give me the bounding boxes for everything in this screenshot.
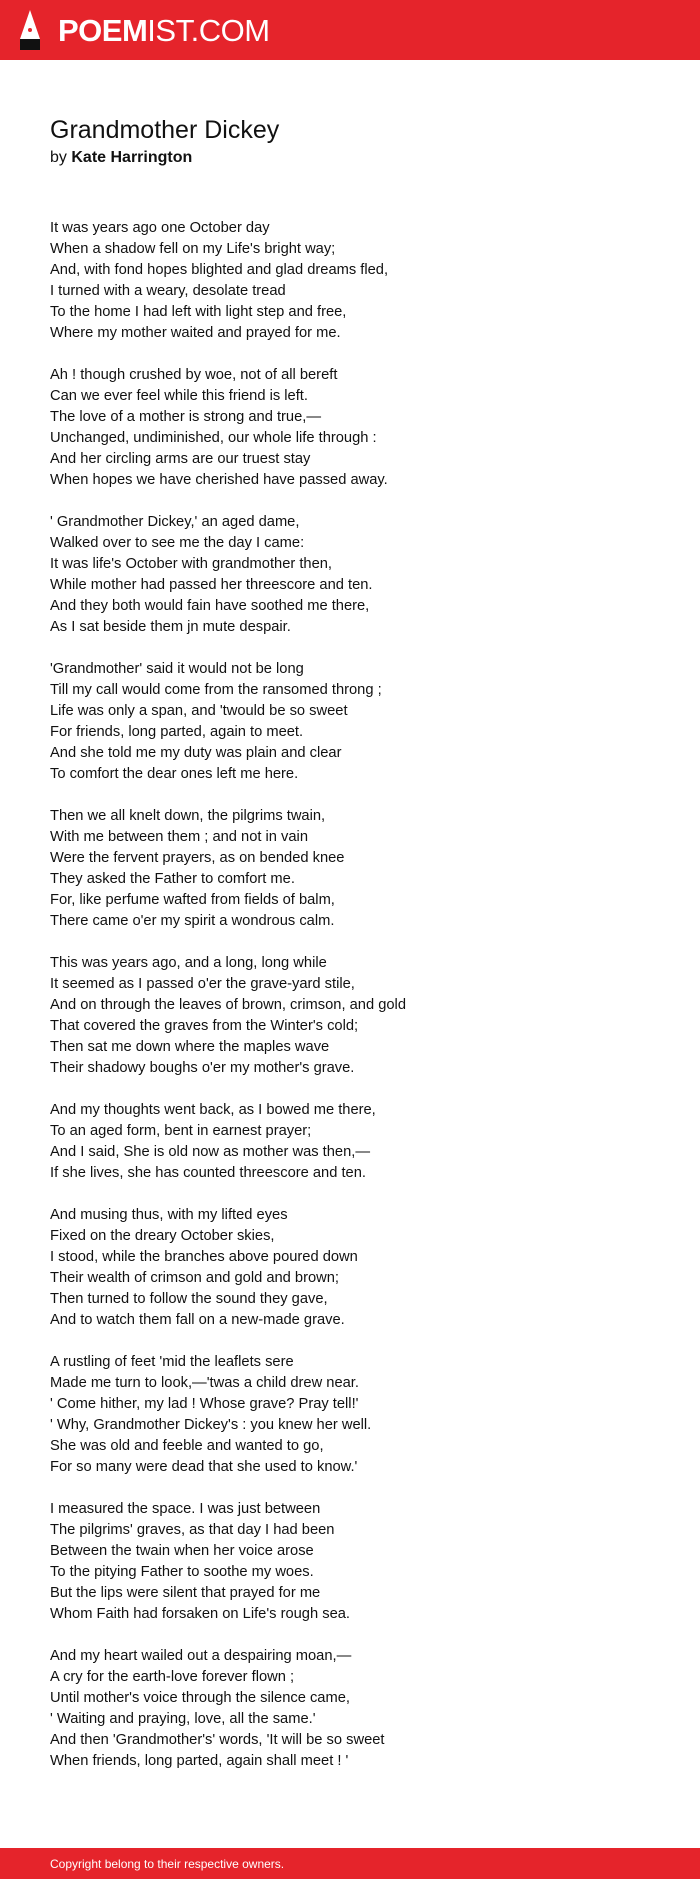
poem-line: To the home I had left with light step and free,	[50, 304, 347, 320]
poem-line: The pilgrims' graves, as that day I had been	[50, 1522, 335, 1538]
poem-line: But the lips were silent that prayed for me	[50, 1585, 321, 1601]
poem-line: And then 'Grandmother's' words, 'It will be so sweet	[50, 1732, 385, 1748]
poem-line: ' Why, Grandmother Dickey's : you knew her well.	[50, 1417, 372, 1433]
poem-line: And my thoughts went back, as I bowed me there,	[50, 1102, 376, 1118]
poem-line: And to watch them fall on a new-made grave.	[50, 1312, 345, 1328]
poem-line: They asked the Father to comfort me.	[50, 871, 295, 887]
poem-line: It was life's October with grandmother then,	[50, 556, 332, 572]
poem-line: To comfort the dear ones left me here.	[50, 766, 299, 782]
poem-line: There came o'er my spirit a wondrous calm.	[50, 913, 335, 929]
poem-line: And, with fond hopes blighted and glad dreams fled,	[50, 262, 389, 278]
poem-stanza	[50, 1205, 650, 1331]
poem-line: It seemed as I passed o'er the grave-yard stile,	[50, 976, 355, 992]
poem-stanza	[50, 953, 650, 1079]
poem-line: And on through the leaves of brown, crimson, and gold	[50, 997, 406, 1013]
poem-line: Until mother's voice through the silence came,	[50, 1690, 350, 1706]
poem-body	[50, 218, 650, 1793]
poem-line: A cry for the earth-love forever flown ;	[50, 1669, 295, 1685]
poem-line: I stood, while the branches above poured down	[50, 1249, 358, 1265]
poem-line: Their shadowy boughs o'er my mother's grave.	[50, 1060, 355, 1076]
poem-line: With me between them ; and not in vain	[50, 829, 308, 845]
poem-stanza	[50, 1646, 650, 1772]
poem-line: Where my mother waited and prayed for me.	[50, 325, 341, 341]
poem-line: The love of a mother is strong and true,—	[50, 409, 322, 425]
poem-stanza	[50, 218, 650, 344]
poem-line: For, like perfume wafted from fields of balm,	[50, 892, 335, 908]
poem-line: Walked over to see me the day I came:	[50, 535, 305, 551]
site-header	[0, 0, 700, 60]
poem-line: This was years ago, and a long, long while	[50, 955, 327, 971]
poem-byline	[50, 149, 192, 167]
poem-line: Between the twain when her voice arose	[50, 1543, 314, 1559]
copyright-text: Copyright belong to their respective owners.	[50, 1856, 285, 1871]
poem-line: ' Come hither, my lad ! Whose grave? Pray tell!'	[50, 1396, 359, 1412]
poem-line: She was old and feeble and wanted to go,	[50, 1438, 324, 1454]
poem-title: Grandmother Dickey	[50, 116, 280, 144]
poem-line: And she told me my duty was plain and clear	[50, 745, 342, 761]
poem-line: ' Waiting and praying, love, all the same.'	[50, 1711, 316, 1727]
poem-stanza	[50, 806, 650, 932]
poem-line: When friends, long parted, again shall meet ! '	[50, 1753, 349, 1769]
site-logo[interactable]	[58, 12, 270, 48]
poem-line: ' Grandmother Dickey,' an aged dame,	[50, 514, 300, 530]
poem-line: For friends, long parted, again to meet.	[50, 724, 304, 740]
poem-line: And musing thus, with my lifted eyes	[50, 1207, 288, 1223]
poem-stanza	[50, 365, 650, 491]
poem-line: If she lives, she has counted threescore and ten.	[50, 1165, 366, 1181]
logo-text-light: IST.COM	[147, 12, 270, 48]
poem-line: Till my call would come from the ransomed throng ;	[50, 682, 382, 698]
poem-line: When a shadow fell on my Life's bright way;	[50, 241, 336, 257]
poem-line: And her circling arms are our truest stay	[50, 451, 311, 467]
poem-line: Then turned to follow the sound they gave,	[50, 1291, 328, 1307]
poem-line: Their wealth of crimson and gold and brown;	[50, 1270, 340, 1286]
poem-line: Were the fervent prayers, as on bended knee	[50, 850, 345, 866]
poem-line: Made me turn to look,—'twas a child drew near.	[50, 1375, 359, 1391]
poem-line: 'Grandmother' said it would not be long	[50, 661, 304, 677]
poem-line: To the pitying Father to soothe my woes.	[50, 1564, 314, 1580]
poem-line: And I said, She is old now as mother was then,—	[50, 1144, 371, 1160]
poem-line: Whom Faith had forsaken on Life's rough sea.	[50, 1606, 350, 1622]
poem-line: Then sat me down where the maples wave	[50, 1039, 330, 1055]
poem-line: It was years ago one October day	[50, 220, 270, 236]
poem-line: Unchanged, undiminished, our whole life through :	[50, 430, 377, 446]
poem-author: Kate Harrington	[71, 149, 193, 166]
poem-stanza	[50, 1499, 650, 1625]
poem-line: A rustling of feet 'mid the leaflets sere	[50, 1354, 294, 1370]
poem-line: Ah ! though crushed by woe, not of all bereft	[50, 367, 338, 383]
poem-line: I turned with a weary, desolate tread	[50, 283, 286, 299]
pen-nib-icon[interactable]	[18, 9, 42, 51]
logo-text-bold: POEM	[58, 12, 148, 48]
poem-line: And my heart wailed out a despairing moan,—	[50, 1648, 352, 1664]
poem-stanza	[50, 659, 650, 785]
poem-line: Life was only a span, and 'twould be so sweet	[50, 703, 348, 719]
poem-line: Can we ever feel while this friend is left.	[50, 388, 308, 404]
poem-line: When hopes we have cherished have passed away.	[50, 472, 388, 488]
poem-line: Fixed on the dreary October skies,	[50, 1228, 275, 1244]
poem-line: To an aged form, bent in earnest prayer;	[50, 1123, 312, 1139]
poem-line: As I sat beside them jn mute despair.	[50, 619, 291, 635]
poem-line: And they both would fain have soothed me there,	[50, 598, 370, 614]
poem-line: Then we all knelt down, the pilgrims twain,	[50, 808, 326, 824]
poem-line: I measured the space. I was just between	[50, 1501, 321, 1517]
site-footer	[0, 1848, 700, 1879]
poem-stanza	[50, 512, 650, 638]
by-label: by	[50, 149, 67, 166]
poem-line: While mother had passed her threescore and ten.	[50, 577, 373, 593]
poem-line: For so many were dead that she used to know.'	[50, 1459, 358, 1475]
poem-line: That covered the graves from the Winter's cold;	[50, 1018, 359, 1034]
poem-stanza	[50, 1352, 650, 1478]
poem-stanza	[50, 1100, 650, 1184]
